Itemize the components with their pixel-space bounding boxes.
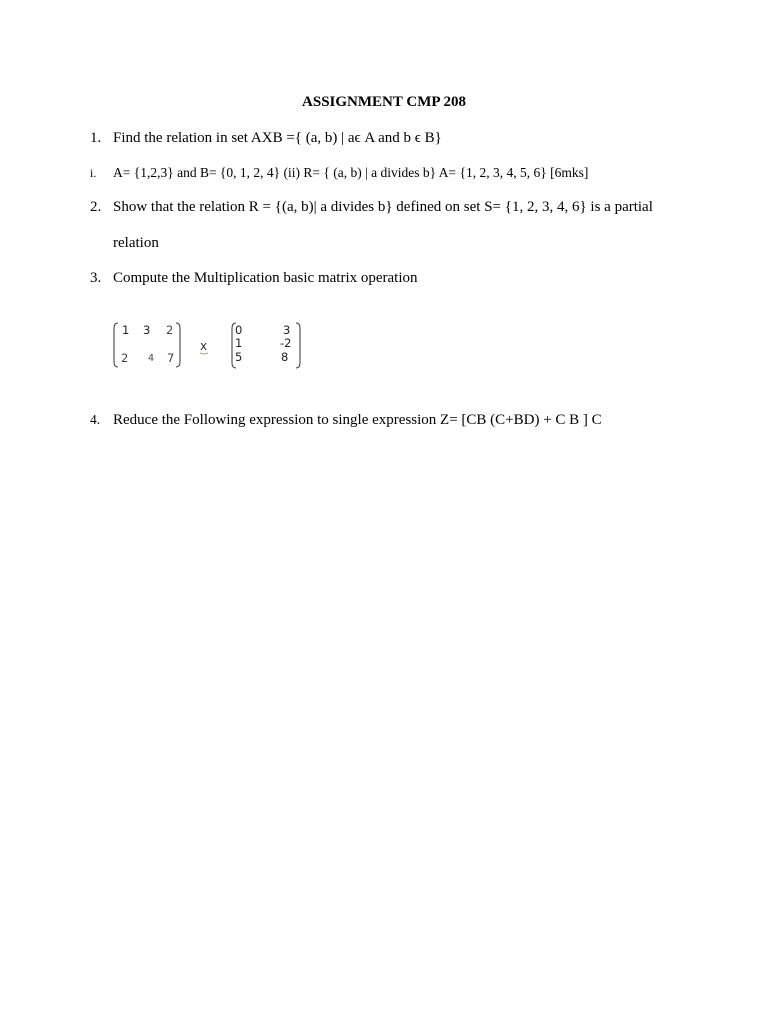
matrix-a-cell: 7 <box>167 351 175 365</box>
operator-underline-mark <box>200 353 208 354</box>
matrix-b-cell: 3 <box>283 323 291 337</box>
matrix-b-cell: -2 <box>280 336 292 350</box>
matrix-a-cell: 1 <box>122 323 130 337</box>
question-1-number: 1. <box>90 130 102 146</box>
matrix-a-cell: 2 <box>166 323 174 337</box>
matrix-a-cell: 2 <box>121 351 129 365</box>
question-2-number: 2. <box>90 199 102 215</box>
matrix-a-cell: 4 <box>148 353 155 364</box>
question-4-text: Reduce the Following expression to single expression Z= [CB (C+BD) + C B ] C <box>113 412 602 428</box>
matrix-expression-svg <box>112 320 312 372</box>
question-2-text-line1: Show that the relation R = {(a, b)| a divides b} defined on set S= {1, 2, 3, 4, 6} is a partial <box>113 199 653 215</box>
assignment-title: ASSIGNMENT CMP 208 <box>302 94 466 110</box>
matrix-b-cell: 1 <box>235 336 243 350</box>
question-3-number: 3. <box>90 270 102 286</box>
multiplication-operator: x <box>200 339 208 353</box>
question-3-text: Compute the Multiplication basic matrix operation <box>113 270 418 286</box>
matrix-b-cell: 0 <box>235 323 243 337</box>
matrix-a-left-bracket <box>114 323 118 367</box>
question-4-number: 4. <box>90 412 101 427</box>
matrix-b-cell: 8 <box>281 350 289 364</box>
question-2-text-line2: relation <box>113 235 159 251</box>
matrix-a-right-bracket <box>176 323 180 367</box>
question-1-text: Find the relation in set AXB ={ (a, b) | aϵ A and b ϵ B} <box>113 130 442 146</box>
matrix-a-cell: 3 <box>143 323 151 337</box>
matrix-expression-image <box>112 320 312 372</box>
matrix-b-cell: 5 <box>235 350 243 364</box>
question-1-subitem-text: A= {1,2,3} and B= {0, 1, 2, 4} (ii) R= { (a, b) | a divides b} A= {1, 2, 3, 4, 5, 6} [6mks] <box>113 165 589 180</box>
question-1-subitem-number: i. <box>90 166 97 180</box>
matrix-b-right-bracket <box>296 323 300 368</box>
